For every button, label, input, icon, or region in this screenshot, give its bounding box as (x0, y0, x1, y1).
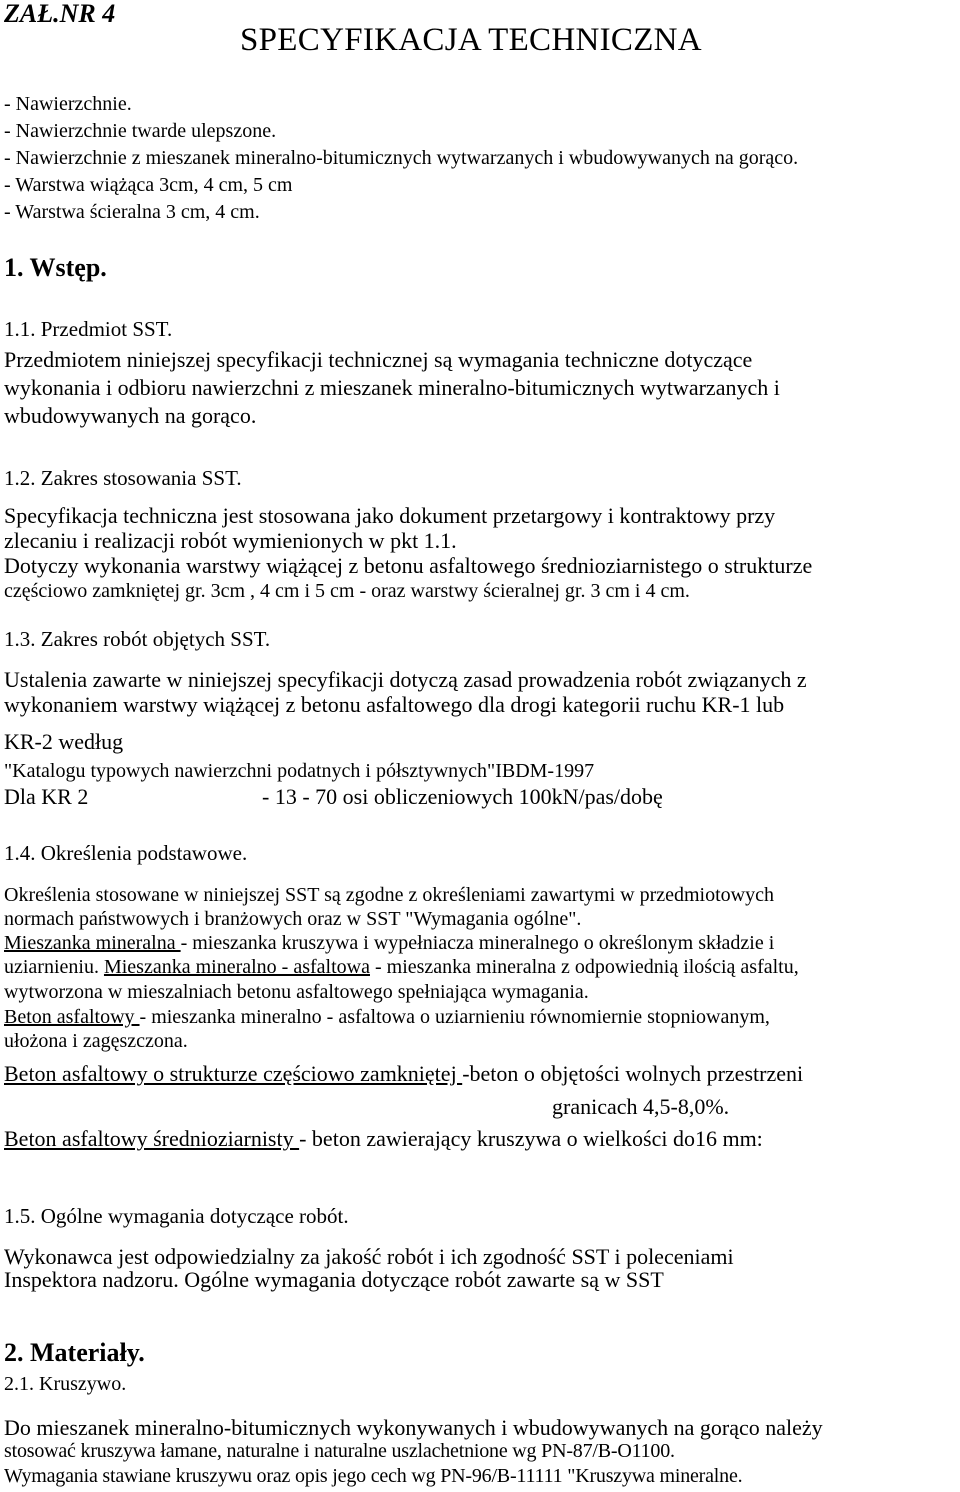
paragraph-line: stosować kruszywa łamane, naturalne i naturalne uszlachetnione wg PN-87/B-O1100. (4, 1440, 675, 1462)
definition-text: - mieszanka mineralno - asfaltowa o uziarnieniu równomiernie stopniowanym, (139, 1006, 770, 1028)
definition-term: Beton asfaltowy o strukturze częściowo zamkniętej (4, 1061, 463, 1086)
kr-class-label: Dla KR 2 (4, 784, 89, 809)
paragraph-line: KR-2 według (4, 729, 124, 754)
paragraph-line: Określenia stosowane w niniejszej SST są zgodne z określeniami zawartymi w przedmiotowych (4, 884, 774, 906)
definition-term: Mieszanka mineralna (4, 932, 181, 954)
definition-text: -beton o objętości wolnych przestrzeni (462, 1061, 804, 1086)
paragraph-line: Przedmiotem niniejszej specyfikacji technicznej są wymagania techniczne dotyczące (4, 347, 753, 372)
intro-list-item: - Warstwa wiążąca 3cm, 4 cm, 5 cm (4, 174, 293, 196)
definition-term: Beton asfaltowy średnioziarnisty (4, 1126, 300, 1151)
definition-text: - beton zawierający kruszywa o wielkości do16 mm: (299, 1126, 763, 1151)
definition-line (4, 956, 799, 978)
intro-list-item: - Warstwa ścieralna 3 cm, 4 cm. (4, 201, 260, 223)
section-1-1-heading: 1.1. Przedmiot SST. (4, 317, 173, 341)
paragraph-line: częściowo zamkniętej gr. 3cm , 4 cm i 5 cm - oraz warstwy ścieralnej gr. 3 cm i 4 cm. (4, 580, 690, 602)
paragraph-line: Do mieszanek mineralno-bitumicznych wykonywanych i wbudowywanych na gorąco należy (4, 1415, 823, 1440)
paragraph-line: "Katalogu typowych nawierzchni podatnych i półsztywnych"IBDM-1997 (4, 760, 595, 782)
section-1-heading: 1. Wstęp. (4, 253, 107, 282)
kr-class-value: - 13 - 70 osi obliczeniowych 100kN/pas/dobę (262, 784, 663, 809)
section-1-5-heading: 1.5. Ogólne wymagania dotyczące robót. (4, 1204, 349, 1228)
paragraph-line: Inspektora nadzoru. Ogólne wymagania dotyczące robót zawarte są w SST (4, 1267, 664, 1292)
definition-line (4, 1062, 803, 1086)
intro-list-item: - Nawierzchnie twarde ulepszone. (4, 120, 277, 142)
paragraph-line: wykonania i odbioru nawierzchni z mieszanek mineralno-bitumicznych wytwarzanych i (4, 375, 780, 400)
paragraph-line: zlecaniu i realizacji robót wymienionych w pkt 1.1. (4, 528, 457, 553)
intro-list-item: - Nawierzchnie. (4, 93, 132, 115)
definition-line (4, 1006, 770, 1028)
attachment-number: ZAŁ.NR 4 (4, 0, 116, 28)
definition-text: - mieszanka mineralna z odpowiednią ilością asfaltu, (369, 956, 799, 978)
paragraph-line: Wykonawca jest odpowiedzialny za jakość robót i ich zgodność SST i poleceniami (4, 1244, 734, 1269)
definition-text: - mieszanka kruszywa i wypełniacza mineralnego o określonym składzie i (180, 932, 775, 954)
paragraph-line: Specyfikacja techniczna jest stosowana jako dokument przetargowy i kontraktowy przy (4, 503, 776, 528)
paragraph-line: Wymagania stawiane kruszywu oraz opis jego cech wg PN-96/B-11111 "Kruszywa mineralne. (4, 1465, 743, 1487)
document-title: SPECYFIKACJA TECHNICZNA (240, 22, 702, 58)
paragraph-line: Dotyczy wykonania warstwy wiążącej z betonu asfaltowego średnioziarnistego o strukturze (4, 553, 813, 578)
section-2-heading: 2. Materiały. (4, 1338, 145, 1367)
definition-term: Beton asfaltowy (4, 1006, 140, 1028)
section-1-3-heading: 1.3. Zakres robót objętych SST. (4, 627, 271, 651)
definition-line (4, 1127, 763, 1151)
paragraph-line: wykonaniem warstwy wiążącej z betonu asfaltowego dla drogi kategorii ruchu KR-1 lub (4, 692, 785, 717)
definition-line: granicach 4,5-8,0%. (552, 1094, 730, 1119)
section-1-4-heading: 1.4. Określenia podstawowe. (4, 841, 248, 865)
section-2-1-heading: 2.1. Kruszywo. (4, 1373, 127, 1395)
definition-line: ułożona i zagęszczona. (4, 1030, 188, 1052)
paragraph-line: wbudowywanych na gorąco. (4, 403, 257, 428)
paragraph-line: Ustalenia zawarte w niniejszej specyfikacji dotyczą zasad prowadzenia robót związanych z (4, 667, 807, 692)
paragraph-line: normach państwowych i branżowych oraz w SST "Wymagania ogólne". (4, 908, 582, 930)
intro-list-item: - Nawierzchnie z mieszanek mineralno-bitumicznych wytwarzanych i wbudowywanych na gorąco. (4, 147, 799, 169)
section-1-2-heading: 1.2. Zakres stosowania SST. (4, 466, 242, 490)
definition-line (4, 932, 774, 954)
definition-text: uziarnieniu. (4, 956, 104, 978)
definition-line: wytworzona w mieszalniach betonu asfaltowego spełniająca wymagania. (4, 981, 589, 1003)
definition-term: Mieszanka mineralno - asfaltowa (103, 956, 370, 978)
